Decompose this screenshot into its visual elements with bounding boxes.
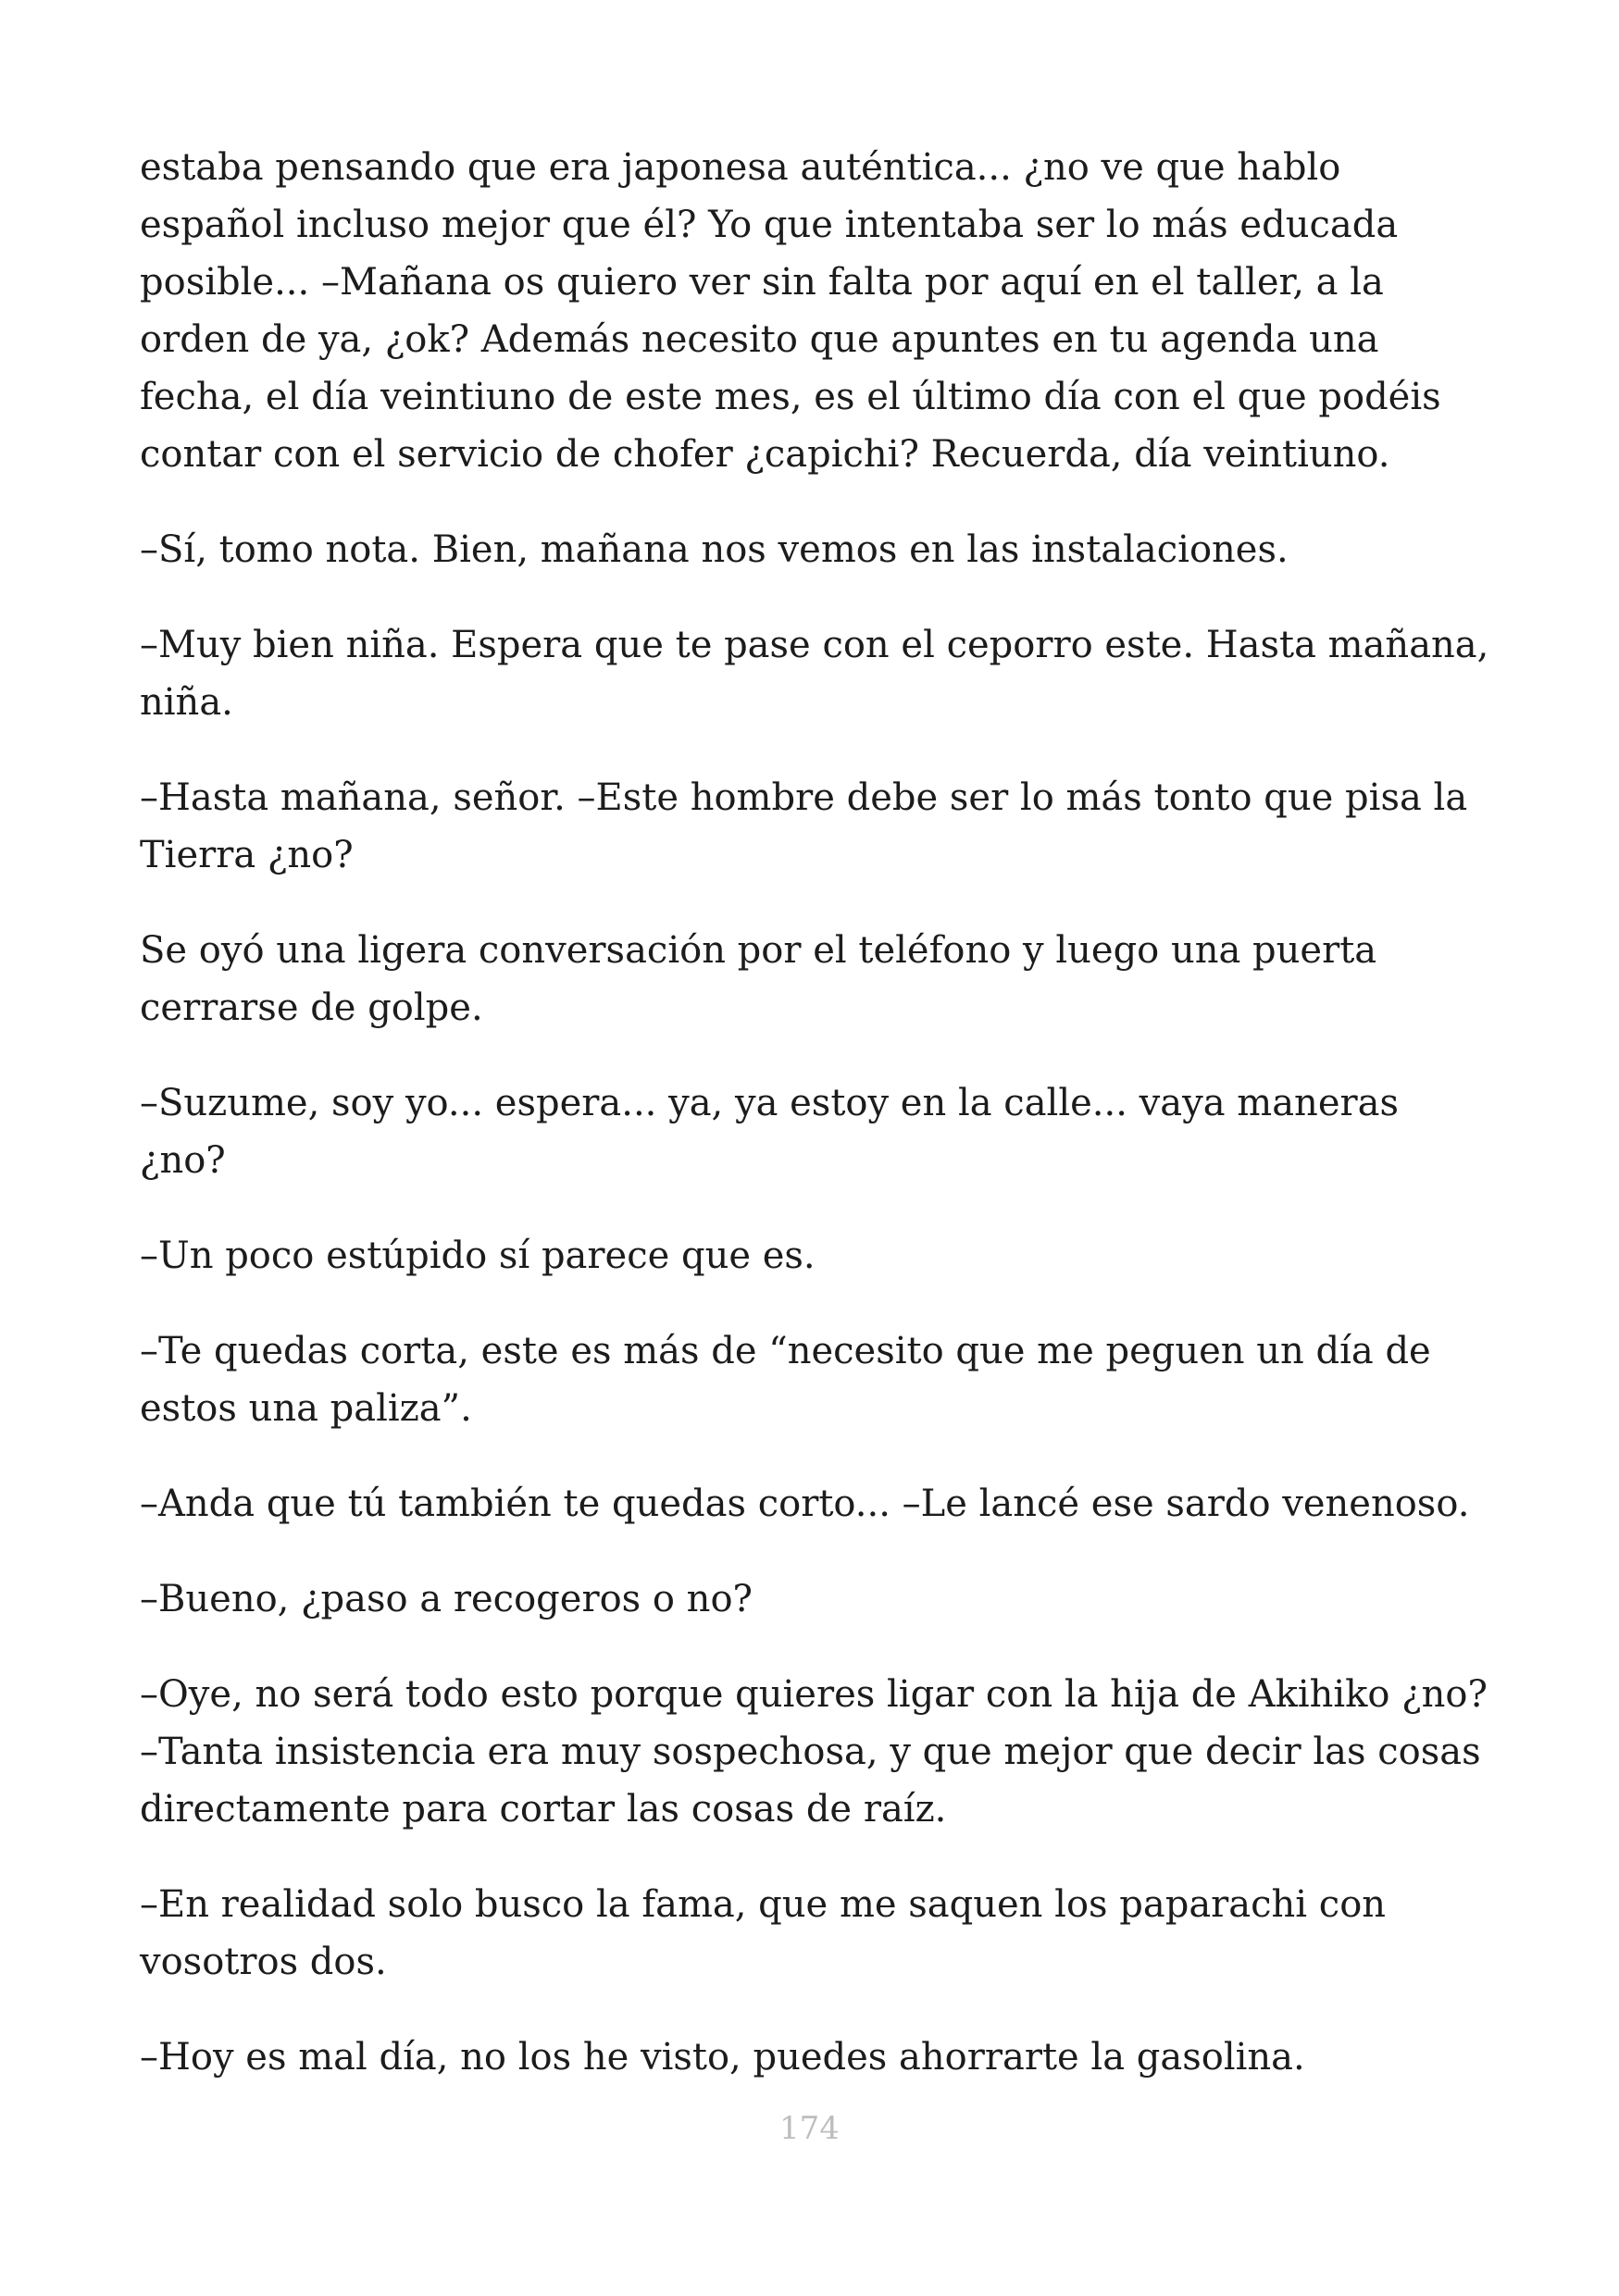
paragraph: –Sí, tomo nota. Bien, mañana nos vemos en las instalaciones. [140, 528, 1289, 571]
paragraph: –En realidad solo busco la fama, que me saquen los paparachi con vosotros dos. [140, 1883, 1387, 1983]
body-text [140, 139, 1496, 2124]
paragraph: –Hoy es mal día, no los he visto, puedes ahorrarte la gasolina. [140, 2036, 1305, 2079]
paragraph: Se oyó una ligera conversación por el teléfono y luego una puerta cerrarse de golpe. [140, 929, 1377, 1029]
paragraph: –Oye, no será todo esto porque quieres ligar con la hija de Akihiko ¿no? –Tanta insistencia era muy sospechosa, y que mejor que decir las cosas directamente para cortar las cosas de raíz. [140, 1673, 1488, 1831]
paragraph: –Anda que tú también te quedas corto... –Le lancé ese sardo venenoso. [140, 1483, 1470, 1525]
paragraph: –Bueno, ¿paso a recogeros o no? [140, 1578, 753, 1620]
paragraph: –Suzume, soy yo... espera... ya, ya estoy en la calle... vaya maneras ¿no? [140, 1082, 1399, 1182]
paragraph: –Muy bien niña. Espera que te pase con el ceporro este. Hasta mañana, niña. [140, 624, 1489, 724]
paragraph: –Te quedas corta, este es más de “necesito que me peguen un día de estos una paliza”. [140, 1330, 1431, 1430]
paragraph: –Hasta mañana, señor. –Este hombre debe ser lo más tonto que pisa la Tierra ¿no? [140, 776, 1468, 876]
paragraph: estaba pensando que era japonesa auténtica... ¿no ve que hablo español incluso mejor que él? Yo que intentaba ser lo más educada posible... –Mañana os quiero ver sin falta por aquí en el taller, a la orden de ya, ¿ok? Además necesito que apuntes en tu agenda una fecha, el día veintiuno de este mes, es el último día con el que podéis contar con el servicio de chofer ¿capichi? Recuerda, día veintiuno. [140, 146, 1441, 476]
page-number: 174 [779, 2110, 840, 2147]
paragraph: –Un poco estúpido sí parece que es. [140, 1235, 816, 1277]
